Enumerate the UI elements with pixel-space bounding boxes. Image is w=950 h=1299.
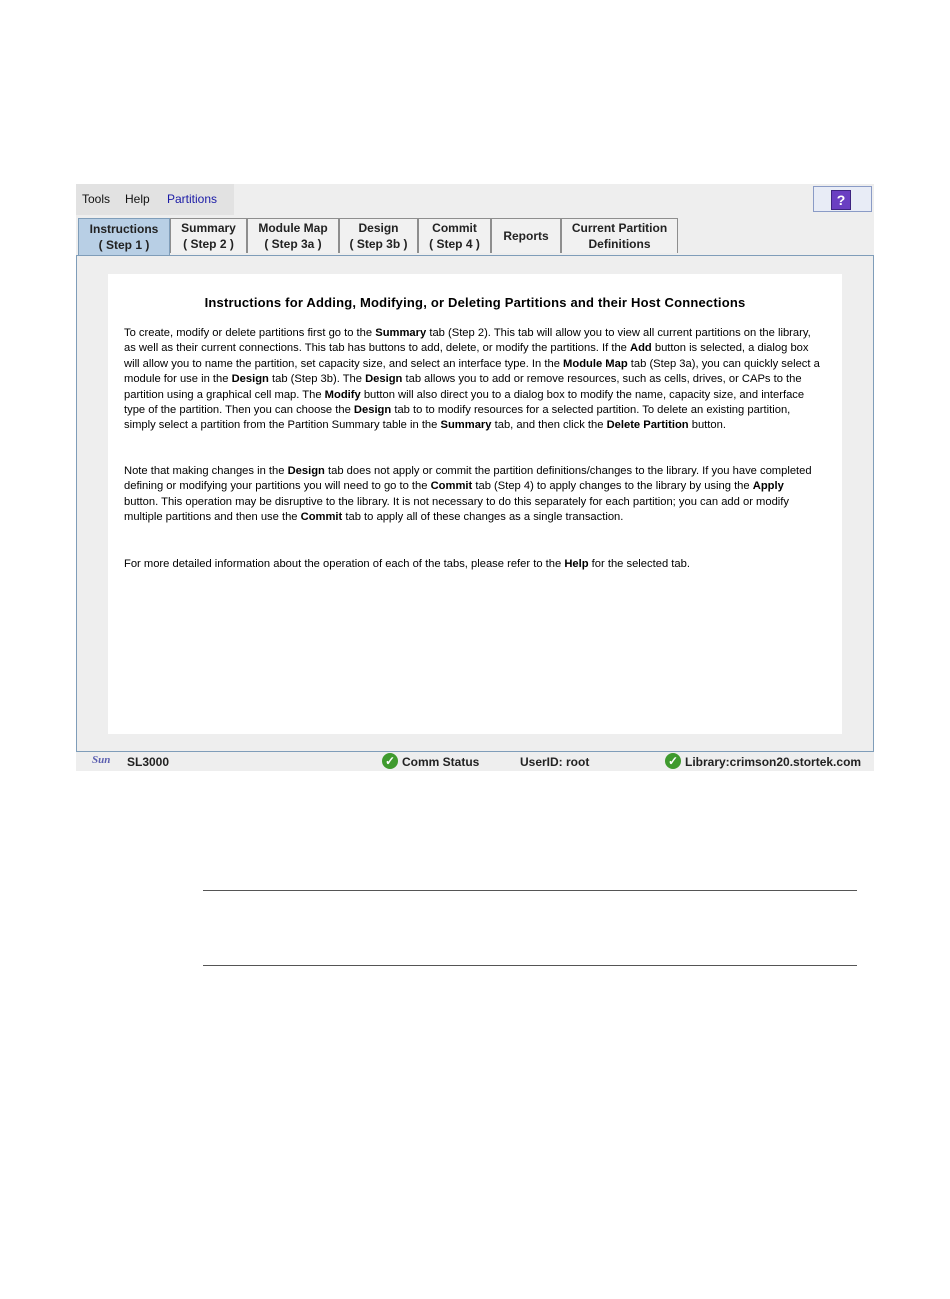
tab-design[interactable]: [339, 218, 418, 253]
tab-instructions-step: ( Step 1 ): [98, 238, 150, 252]
tab-panel: [76, 255, 874, 752]
instructions-paragraph-1: To create, modify or delete partitions first go to the Summary tab (Step 2). This tab will allow you to view all current partitions on the library, as well as their current connections. This tab has buttons to add, delete, or modify the partitions. If the Add button is selected, a dialog box will allow you to name the partition, set capacity size, and select an interface type. In the Module Map tab (Step 3a), you can quickly select a module for use in the Design tab (Step 3b). The Design tab allows you to add or remove resources, such as cells, drives, or CAPs to the partition using a graphical cell map. The Modify button will also direct you to a dialog box to modify the name, capacity size, and interface type of the partition. Then you can choose the Design tab to to modify resources for a selected partition. To delete an existing partition, simply select a partition from the Partition Summary table in the Summary tab, and then click the Delete Partition button.: [124, 327, 820, 432]
tab-summary-label: Summary: [181, 221, 236, 235]
tab-strip: [76, 215, 874, 255]
tab-current-partition-label: Current Partition: [571, 221, 668, 235]
tab-summary[interactable]: [170, 218, 247, 253]
tab-instructions[interactable]: [78, 218, 170, 255]
bold-term: Delete Partition: [606, 419, 689, 432]
bold-term: Design: [365, 373, 403, 386]
menu-bar: [76, 184, 874, 215]
tab-commit-label: Commit: [432, 221, 477, 235]
tab-current-partition-definitions[interactable]: [561, 218, 678, 253]
tab-reports[interactable]: [491, 218, 561, 253]
menu-tools[interactable]: Tools: [82, 192, 111, 206]
instructions-paragraph-3: For more detailed information about the operation of each of the tabs, please refer to the Help for the selected tab.: [124, 558, 690, 570]
help-button[interactable]: [813, 186, 872, 212]
menu-help[interactable]: Help: [125, 192, 150, 206]
tab-current-partition-sub: Definitions: [588, 237, 651, 251]
library-name: Library:crimson20.stortek.com: [685, 755, 862, 769]
sun-logo: Sun: [92, 754, 111, 766]
product-name: SL3000: [127, 755, 170, 769]
divider-line-top: [203, 890, 857, 891]
status-bar: [76, 752, 874, 771]
bold-term: Modify: [324, 388, 361, 401]
bold-term: Add: [630, 342, 652, 355]
instructions-title: Instructions for Adding, Modifying, or Deleting Partitions and their Host Connections: [204, 295, 746, 310]
tab-module-map[interactable]: [247, 218, 339, 253]
divider-line-bottom: [203, 965, 857, 966]
bold-term: Design: [231, 373, 269, 386]
user-id: UserID: root: [520, 755, 590, 769]
tab-summary-step: ( Step 2 ): [183, 237, 234, 251]
bold-term: Design: [287, 465, 325, 477]
bold-term: Commit: [300, 511, 343, 524]
tab-design-step: ( Step 3b ): [349, 237, 408, 251]
instructions-content: [108, 274, 842, 734]
tab-commit-step: ( Step 4 ): [429, 237, 480, 251]
tab-commit[interactable]: [418, 218, 491, 253]
bold-term: Design: [353, 404, 392, 417]
bold-term: Module Map: [563, 357, 628, 370]
bold-term: Help: [564, 558, 589, 570]
comm-status-check-icon: ✓: [382, 753, 398, 769]
tab-module-map-step: ( Step 3a ): [264, 237, 322, 251]
bold-term: Summary: [440, 419, 492, 432]
question-mark-icon: ?: [831, 190, 851, 210]
bold-term: Commit: [430, 480, 473, 493]
instructions-paragraph-2: Note that making changes in the Design tab does not apply or commit the partition definitions/changes to the library. If you have completed defining or modifying your partitions you will need to go to the Commit tab (Step 4) to apply changes to the library by using the Apply button. This operation may be disruptive to the library. It is not necessary to do this separately for each partition; you can add or modify multiple partitions and then use the Commit tab to apply all of these changes as a single transaction.: [124, 465, 812, 524]
library-status-check-icon: ✓: [665, 753, 681, 769]
tab-instructions-label: Instructions: [89, 222, 159, 236]
tab-module-map-label: Module Map: [258, 221, 328, 235]
tab-reports-label: Reports: [503, 229, 549, 243]
bold-term: Apply: [752, 480, 784, 493]
menu-partitions[interactable]: Partitions: [167, 192, 218, 206]
tab-design-label: Design: [358, 221, 399, 235]
comm-status-label: Comm Status: [402, 755, 480, 769]
bold-term: Summary: [375, 327, 427, 339]
partitions-app-window: [76, 184, 874, 771]
